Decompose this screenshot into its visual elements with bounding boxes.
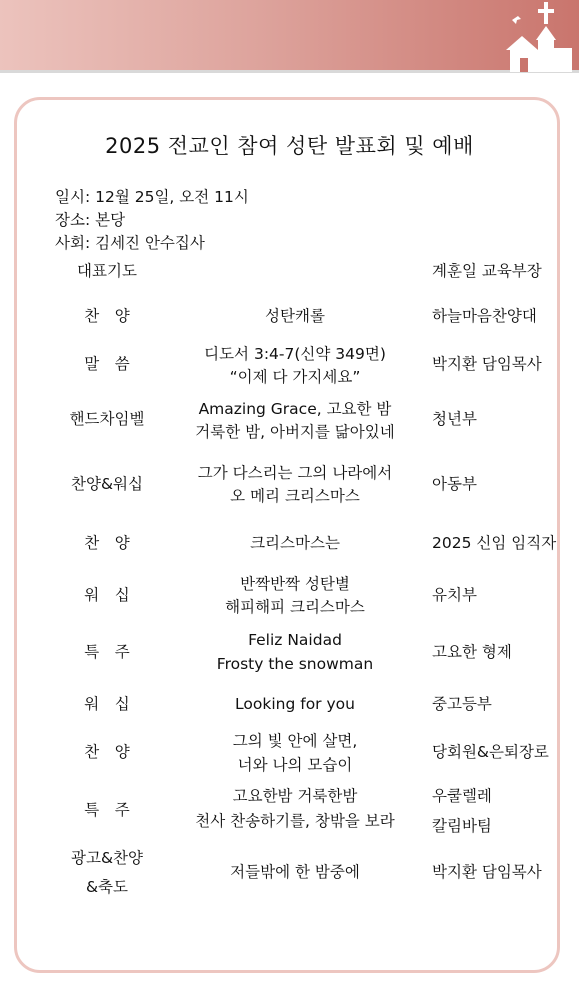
info-host: 사회: 김세진 안수집사 — [55, 234, 205, 252]
program-content-line1: 그의 빛 안에 살면, — [232, 732, 358, 750]
program-part: 특 주 — [84, 801, 130, 819]
program-part-line1: 광고&찬양 — [71, 849, 143, 867]
program-part: 대표기도 — [77, 262, 137, 280]
program-content-line1: Feliz Naidad — [248, 631, 342, 649]
program-part: 찬 양 — [84, 534, 130, 552]
program-performer: 당회원&은퇴장로 — [432, 743, 549, 761]
program-part-line2: &축도 — [85, 878, 129, 896]
program-part: 특 주 — [84, 643, 130, 661]
program-content-line1: Amazing Grace, 고요한 밤 — [198, 400, 392, 418]
program-part: 말 씀 — [84, 355, 130, 373]
program-part: 워 십 — [84, 586, 130, 604]
program-performer: 계훈일 교육부장 — [432, 262, 542, 280]
program-performer-line1: 우쿨렐레 — [432, 787, 492, 805]
program-content-line2: 거룩한 밤, 아버지를 닮아있네 — [195, 423, 395, 441]
program-content-line2: 오 메리 크리스마스 — [230, 487, 360, 505]
program-content: Looking for you — [235, 695, 355, 713]
program-performer: 유치부 — [432, 586, 477, 604]
program-content-line1: 고요한밤 거룩한밤 — [232, 787, 358, 805]
program-part: 찬 양 — [84, 743, 130, 761]
program-performer: 2025 신임 임직자 — [432, 534, 557, 552]
program-performer: 아동부 — [432, 475, 477, 493]
program-content-line1: 반짝반짝 성탄별 — [240, 575, 350, 593]
program-performer: 중고등부 — [432, 695, 492, 713]
program-performer: 박지환 담임목사 — [432, 355, 542, 373]
program-part: 찬 양 — [84, 307, 130, 325]
info-place: 장소: 본당 — [55, 211, 126, 229]
program-performer: 청년부 — [432, 410, 477, 428]
church-icon — [500, 0, 572, 72]
program-content-line2: Frosty the snowman — [216, 655, 374, 673]
header-band — [0, 0, 579, 70]
program-content-line1: 그가 다스리는 그의 나라에서 — [197, 464, 393, 482]
header-divider — [0, 70, 579, 73]
program-content-line2: 천사 찬송하기를, 창밖을 보라 — [195, 812, 395, 830]
info-date: 일시: 12월 25일, 오전 11시 — [55, 188, 249, 206]
program-performer: 하늘마음찬양대 — [432, 307, 537, 325]
program-part: 찬양&워십 — [71, 475, 143, 493]
program-performer: 박지환 담임목사 — [432, 863, 542, 881]
program-content: 크리스마스는 — [250, 534, 340, 552]
program-content-line2: “이제 다 가지세요” — [229, 368, 361, 386]
page-title: 2025 전교인 참여 성탄 발표회 및 예배 — [105, 134, 474, 158]
program-content: 저들밖에 한 밤중에 — [230, 863, 360, 881]
program-content-line2: 너와 나의 모습이 — [237, 756, 353, 774]
program-part: 핸드차임벨 — [69, 410, 145, 428]
program-content: 성탄캐롤 — [265, 307, 325, 325]
program-part: 워 십 — [84, 695, 130, 713]
program-performer: 고요한 형제 — [432, 643, 512, 661]
program-performer-line2: 칼림바팀 — [432, 817, 492, 835]
program-content-line2: 해피해피 크리스마스 — [225, 598, 365, 616]
program-content-line1: 디도서 3:4-7(신약 349면) — [204, 345, 386, 363]
